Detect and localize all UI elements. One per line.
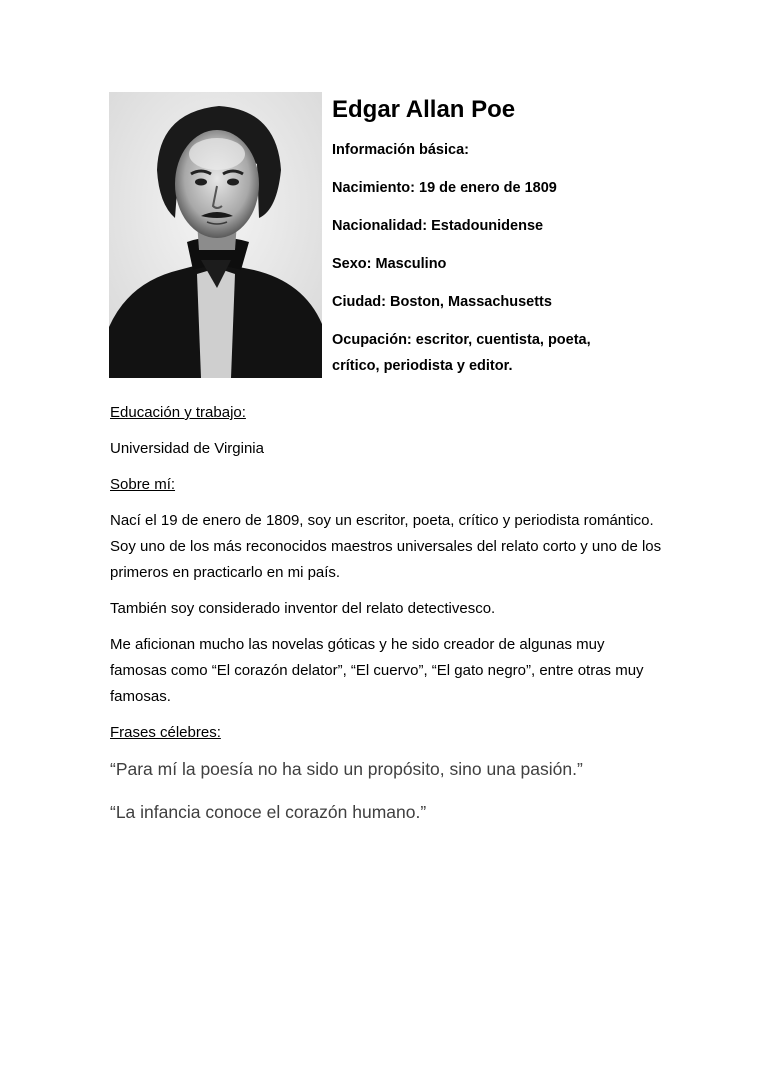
about-paragraph: Nací el 19 de enero de 1809, soy un escritor, poeta, crítico y periodista romántico. Soy uno de los más reconocidos maestros universales del relato corto y uno de los primeros en practicarlo en mi país. <box>110 512 662 581</box>
quote-item: “Para mí la poesía no ha sido un propósito, sino una pasión.” <box>110 759 583 779</box>
portrait-illustration <box>109 92 322 378</box>
document-body <box>110 400 665 842</box>
sex-field: Sexo: Masculino <box>332 256 447 272</box>
quote-item: “La infancia conoce el corazón humano.” <box>110 802 427 822</box>
education-value: Universidad de Virginia <box>110 440 264 457</box>
page-title: Edgar Allan Poe <box>332 96 516 123</box>
occupation-field: Ocupación: escritor, cuentista, poeta, crítico, periodista y editor. <box>332 332 591 374</box>
about-paragraph: También soy considerado inventor del relato detectivesco. <box>110 600 496 617</box>
basic-info-label: Información básica: <box>332 142 469 158</box>
city-field: Ciudad: Boston, Massachusetts <box>332 294 552 310</box>
about-heading: Sobre mí: <box>110 476 176 493</box>
quotes-heading: Frases célebres: <box>110 724 221 741</box>
birth-field: Nacimiento: 19 de enero de 1809 <box>332 180 557 196</box>
portrait-image <box>109 92 322 378</box>
education-heading: Educación y trabajo: <box>110 404 246 421</box>
about-paragraph: Me aficionan mucho las novelas góticas y he sido creador de algunas muy famosas como “El corazón delator”, “El cuervo”, “El gato negro”, entre otras muy famosas. <box>110 636 644 705</box>
nationality-field: Nacionalidad: Estadounidense <box>332 218 544 234</box>
basic-info-block <box>332 95 662 391</box>
